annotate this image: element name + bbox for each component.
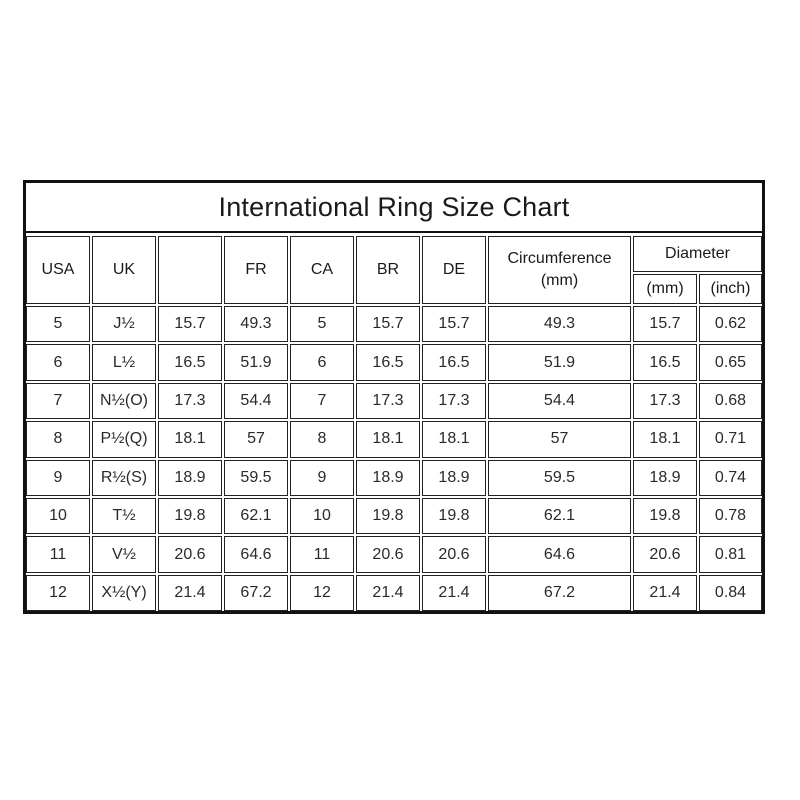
cell-circumference: 57 [488,421,631,457]
cell-fr: 54.4 [224,383,288,419]
cell-uk: V½ [92,536,156,572]
cell-diameter-mm: 18.1 [633,421,697,457]
cell-de: 15.7 [422,306,486,342]
cell-fr: 59.5 [224,460,288,496]
cell-usa: 9 [26,460,90,496]
cell-usa: 5 [26,306,90,342]
cell-fr: 51.9 [224,344,288,380]
cell-diameter-mm: 18.9 [633,460,697,496]
header-diameter-mm: (mm) [633,274,697,304]
cell-uk: T½ [92,498,156,534]
cell-br: 16.5 [356,344,420,380]
header-diameter: Diameter [633,236,762,272]
cell-fr: 67.2 [224,575,288,611]
cell-uk: J½ [92,306,156,342]
cell-size: 20.6 [158,536,222,572]
cell-usa: 6 [26,344,90,380]
cell-circumference: 59.5 [488,460,631,496]
cell-ca: 7 [290,383,354,419]
cell-diameter-inch: 0.62 [699,306,762,342]
cell-ca: 8 [290,421,354,457]
cell-br: 15.7 [356,306,420,342]
cell-de: 16.5 [422,344,486,380]
cell-fr: 49.3 [224,306,288,342]
chart-title: International Ring Size Chart [26,183,762,233]
cell-size: 21.4 [158,575,222,611]
cell-circumference: 54.4 [488,383,631,419]
cell-circumference: 64.6 [488,536,631,572]
cell-uk: N½(O) [92,383,156,419]
header-ca: CA [290,236,354,304]
cell-fr: 62.1 [224,498,288,534]
header-de: DE [422,236,486,304]
header-diameter-inch: (inch) [699,274,762,304]
cell-diameter-inch: 0.71 [699,421,762,457]
cell-br: 19.8 [356,498,420,534]
cell-diameter-inch: 0.84 [699,575,762,611]
cell-usa: 11 [26,536,90,572]
cell-ca: 6 [290,344,354,380]
cell-br: 20.6 [356,536,420,572]
header-uk: UK [92,236,156,304]
cell-diameter-inch: 0.78 [699,498,762,534]
cell-fr: 64.6 [224,536,288,572]
cell-diameter-inch: 0.65 [699,344,762,380]
cell-diameter-mm: 15.7 [633,306,697,342]
cell-br: 21.4 [356,575,420,611]
cell-ca: 5 [290,306,354,342]
cell-circumference: 51.9 [488,344,631,380]
cell-de: 20.6 [422,536,486,572]
cell-usa: 8 [26,421,90,457]
cell-size: 19.8 [158,498,222,534]
cell-uk: X½(Y) [92,575,156,611]
header-usa: USA [26,236,90,304]
header-blank [158,236,222,304]
cell-ca: 9 [290,460,354,496]
cell-de: 21.4 [422,575,486,611]
cell-de: 17.3 [422,383,486,419]
header-circumference: Circumference (mm) [488,236,631,304]
cell-uk: P½(Q) [92,421,156,457]
cell-circumference: 62.1 [488,498,631,534]
header-br: BR [356,236,420,304]
cell-diameter-inch: 0.74 [699,460,762,496]
cell-de: 18.9 [422,460,486,496]
cell-br: 17.3 [356,383,420,419]
cell-size: 15.7 [158,306,222,342]
cell-diameter-mm: 17.3 [633,383,697,419]
cell-circumference: 67.2 [488,575,631,611]
cell-de: 19.8 [422,498,486,534]
cell-de: 18.1 [422,421,486,457]
cell-size: 17.3 [158,383,222,419]
cell-ca: 11 [290,536,354,572]
cell-diameter-mm: 20.6 [633,536,697,572]
cell-ca: 10 [290,498,354,534]
cell-uk: L½ [92,344,156,380]
cell-uk: R½(S) [92,460,156,496]
cell-diameter-inch: 0.81 [699,536,762,572]
cell-br: 18.1 [356,421,420,457]
cell-diameter-mm: 16.5 [633,344,697,380]
cell-circumference: 49.3 [488,306,631,342]
cell-ca: 12 [290,575,354,611]
cell-diameter-inch: 0.68 [699,383,762,419]
cell-br: 18.9 [356,460,420,496]
cell-usa: 7 [26,383,90,419]
cell-diameter-mm: 21.4 [633,575,697,611]
cell-size: 18.1 [158,421,222,457]
cell-size: 18.9 [158,460,222,496]
cell-size: 16.5 [158,344,222,380]
header-fr: FR [224,236,288,304]
cell-usa: 12 [26,575,90,611]
cell-usa: 10 [26,498,90,534]
cell-diameter-mm: 19.8 [633,498,697,534]
cell-fr: 57 [224,421,288,457]
